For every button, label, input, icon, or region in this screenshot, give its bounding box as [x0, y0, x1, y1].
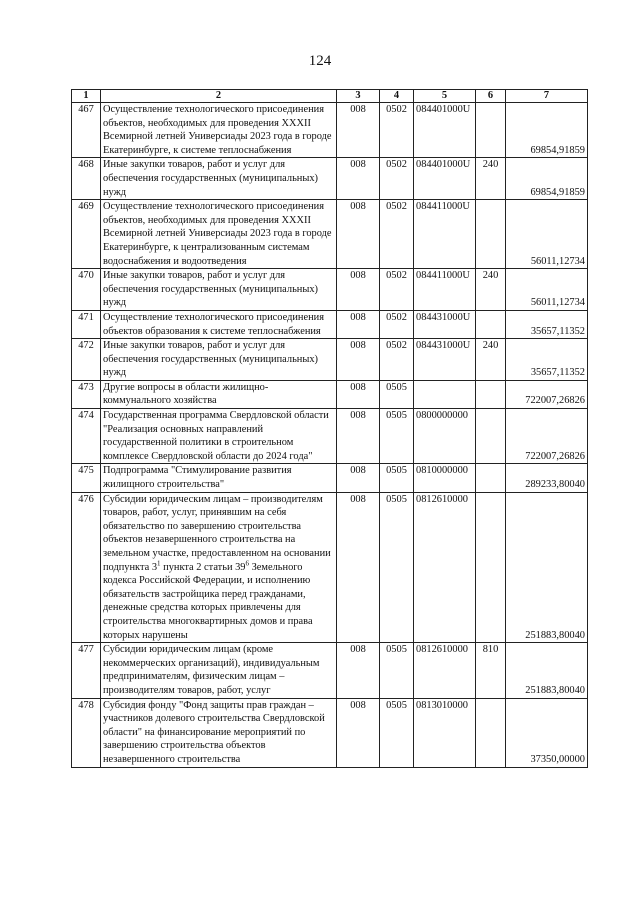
expense-type-code: [476, 380, 506, 408]
ministry-code: 008: [337, 103, 380, 158]
section-code: 0505: [380, 492, 414, 643]
table-row: [72, 643, 588, 698]
row-number: 478: [72, 698, 101, 767]
column-header: 1: [72, 90, 101, 103]
column-header: 3: [337, 90, 380, 103]
expense-type-code: 240: [476, 339, 506, 381]
expense-type-code: 240: [476, 269, 506, 311]
table-row: [72, 310, 588, 338]
description-text: Земельного кодекса Российской Федерации, и исполнению обязательств застройщика перед гражданами, денежные средства которых привлечены для строительства многоквартирных домов и права которых нарушены: [103, 561, 313, 641]
section-code: 0505: [380, 380, 414, 408]
table-row: [72, 339, 588, 381]
section-code: 0502: [380, 200, 414, 269]
amount: 69854,91859: [506, 103, 588, 158]
table-header-row: [72, 90, 588, 103]
table-row: [72, 103, 588, 158]
target-article-code: 084401000U: [414, 103, 476, 158]
expense-type-code: [476, 409, 506, 464]
row-description: Осуществление технологического присоединения объектов, необходимых для проведения XXXII Всемирной летней Универсиады 2023 года в городе Екатеринбурге, к системе теплоснабжения: [101, 103, 337, 158]
row-description: Иные закупки товаров, работ и услуг для обеспечения государственных (муниципальных) нужд: [101, 269, 337, 311]
expense-type-code: 810: [476, 643, 506, 698]
amount: 289233,80040: [506, 464, 588, 492]
ministry-code: 008: [337, 380, 380, 408]
amount: 35657,11352: [506, 339, 588, 381]
target-article-code: 084411000U: [414, 200, 476, 269]
superscript: 6: [245, 559, 249, 568]
ministry-code: 008: [337, 409, 380, 464]
expense-type-code: [476, 492, 506, 643]
row-description: Субсидии юридическим лицам (кроме некоммерческих организаций), индивидуальным предпринимателям, физическим лицам – производителям товаров, работ, услуг: [101, 643, 337, 698]
row-number: 467: [72, 103, 101, 158]
row-number: 474: [72, 409, 101, 464]
section-code: 0502: [380, 158, 414, 200]
ministry-code: 008: [337, 269, 380, 311]
row-number: 468: [72, 158, 101, 200]
budget-table: [71, 89, 588, 768]
row-description: Иные закупки товаров, работ и услуг для обеспечения государственных (муниципальных) нужд: [101, 339, 337, 381]
row-description: Осуществление технологического присоединения объектов образования к системе теплоснабжения: [101, 310, 337, 338]
table-row: [72, 380, 588, 408]
ministry-code: 008: [337, 310, 380, 338]
row-number: 477: [72, 643, 101, 698]
section-code: 0502: [380, 269, 414, 311]
target-article-code: 0813010000: [414, 698, 476, 767]
amount: 56011,12734: [506, 269, 588, 311]
column-header: 2: [101, 90, 337, 103]
amount: 37350,00000: [506, 698, 588, 767]
row-number: 475: [72, 464, 101, 492]
table-row: [72, 158, 588, 200]
expense-type-code: [476, 200, 506, 269]
expense-type-code: [476, 464, 506, 492]
description-text: Субсидии юридическим лицам – производителям товаров, работ, услуг, принявшим на себя обязательство по завершению строительства объектов незавершенного строительства на земельном участке, предоставленном на основании подпункта 3: [103, 493, 331, 573]
expense-type-code: [476, 310, 506, 338]
row-description: Другие вопросы в области жилищно-коммунального хозяйства: [101, 380, 337, 408]
row-description: Осуществление технологического присоединения объектов, необходимых для проведения XXXII Всемирной летней Универсиады 2023 года в городе Екатеринбурге, к централизованным системам водоснабжения и водоотведения: [101, 200, 337, 269]
row-number: 476: [72, 492, 101, 643]
table-row: [72, 464, 588, 492]
row-number: 470: [72, 269, 101, 311]
row-number: 471: [72, 310, 101, 338]
target-article-code: 084401000U: [414, 158, 476, 200]
target-article-code: 0812610000: [414, 643, 476, 698]
section-code: 0505: [380, 409, 414, 464]
row-description: Государственная программа Свердловской области "Реализация основных направлений государственной политики в строительном комплексе Свердловской области до 2024 года": [101, 409, 337, 464]
page-number: 124: [308, 53, 332, 69]
target-article-code: 084431000U: [414, 339, 476, 381]
section-code: 0502: [380, 339, 414, 381]
row-number: 472: [72, 339, 101, 381]
column-header: 5: [414, 90, 476, 103]
row-description: Иные закупки товаров, работ и услуг для обеспечения государственных (муниципальных) нужд: [101, 158, 337, 200]
ministry-code: 008: [337, 698, 380, 767]
amount: 722007,26826: [506, 380, 588, 408]
column-header: 6: [476, 90, 506, 103]
expense-type-code: [476, 698, 506, 767]
ministry-code: 008: [337, 492, 380, 643]
section-code: 0502: [380, 310, 414, 338]
target-article-code: 0800000000: [414, 409, 476, 464]
section-code: 0505: [380, 464, 414, 492]
amount: 56011,12734: [506, 200, 588, 269]
row-description: Подпрограмма "Стимулирование развития жилищного строительства": [101, 464, 337, 492]
ministry-code: 008: [337, 200, 380, 269]
target-article-code: 084411000U: [414, 269, 476, 311]
table-row: [72, 269, 588, 311]
section-code: 0502: [380, 103, 414, 158]
row-description: [101, 492, 337, 643]
amount: 722007,26826: [506, 409, 588, 464]
amount: 69854,91859: [506, 158, 588, 200]
ministry-code: 008: [337, 464, 380, 492]
description-text: пункта 2 статьи 39: [160, 561, 246, 573]
target-article-code: 0810000000: [414, 464, 476, 492]
target-article-code: [414, 380, 476, 408]
column-header: 7: [506, 90, 588, 103]
amount: 35657,11352: [506, 310, 588, 338]
amount: 251883,80040: [506, 492, 588, 643]
ministry-code: 008: [337, 158, 380, 200]
table-row: [72, 409, 588, 464]
target-article-code: 0812610000: [414, 492, 476, 643]
section-code: 0505: [380, 698, 414, 767]
row-number: 469: [72, 200, 101, 269]
row-number: 473: [72, 380, 101, 408]
superscript: 1: [157, 559, 161, 568]
section-code: 0505: [380, 643, 414, 698]
expense-type-code: 240: [476, 158, 506, 200]
table-row: [72, 698, 588, 767]
ministry-code: 008: [337, 339, 380, 381]
table-row: [72, 492, 588, 643]
row-description: Субсидия фонду "Фонд защиты прав граждан – участников долевого строительства Свердловской области" на финансирование мероприятий по завершению строительства объектов незавершенного строительства: [101, 698, 337, 767]
column-header: 4: [380, 90, 414, 103]
ministry-code: 008: [337, 643, 380, 698]
table-row: [72, 200, 588, 269]
expense-type-code: [476, 103, 506, 158]
target-article-code: 084431000U: [414, 310, 476, 338]
amount: 251883,80040: [506, 643, 588, 698]
